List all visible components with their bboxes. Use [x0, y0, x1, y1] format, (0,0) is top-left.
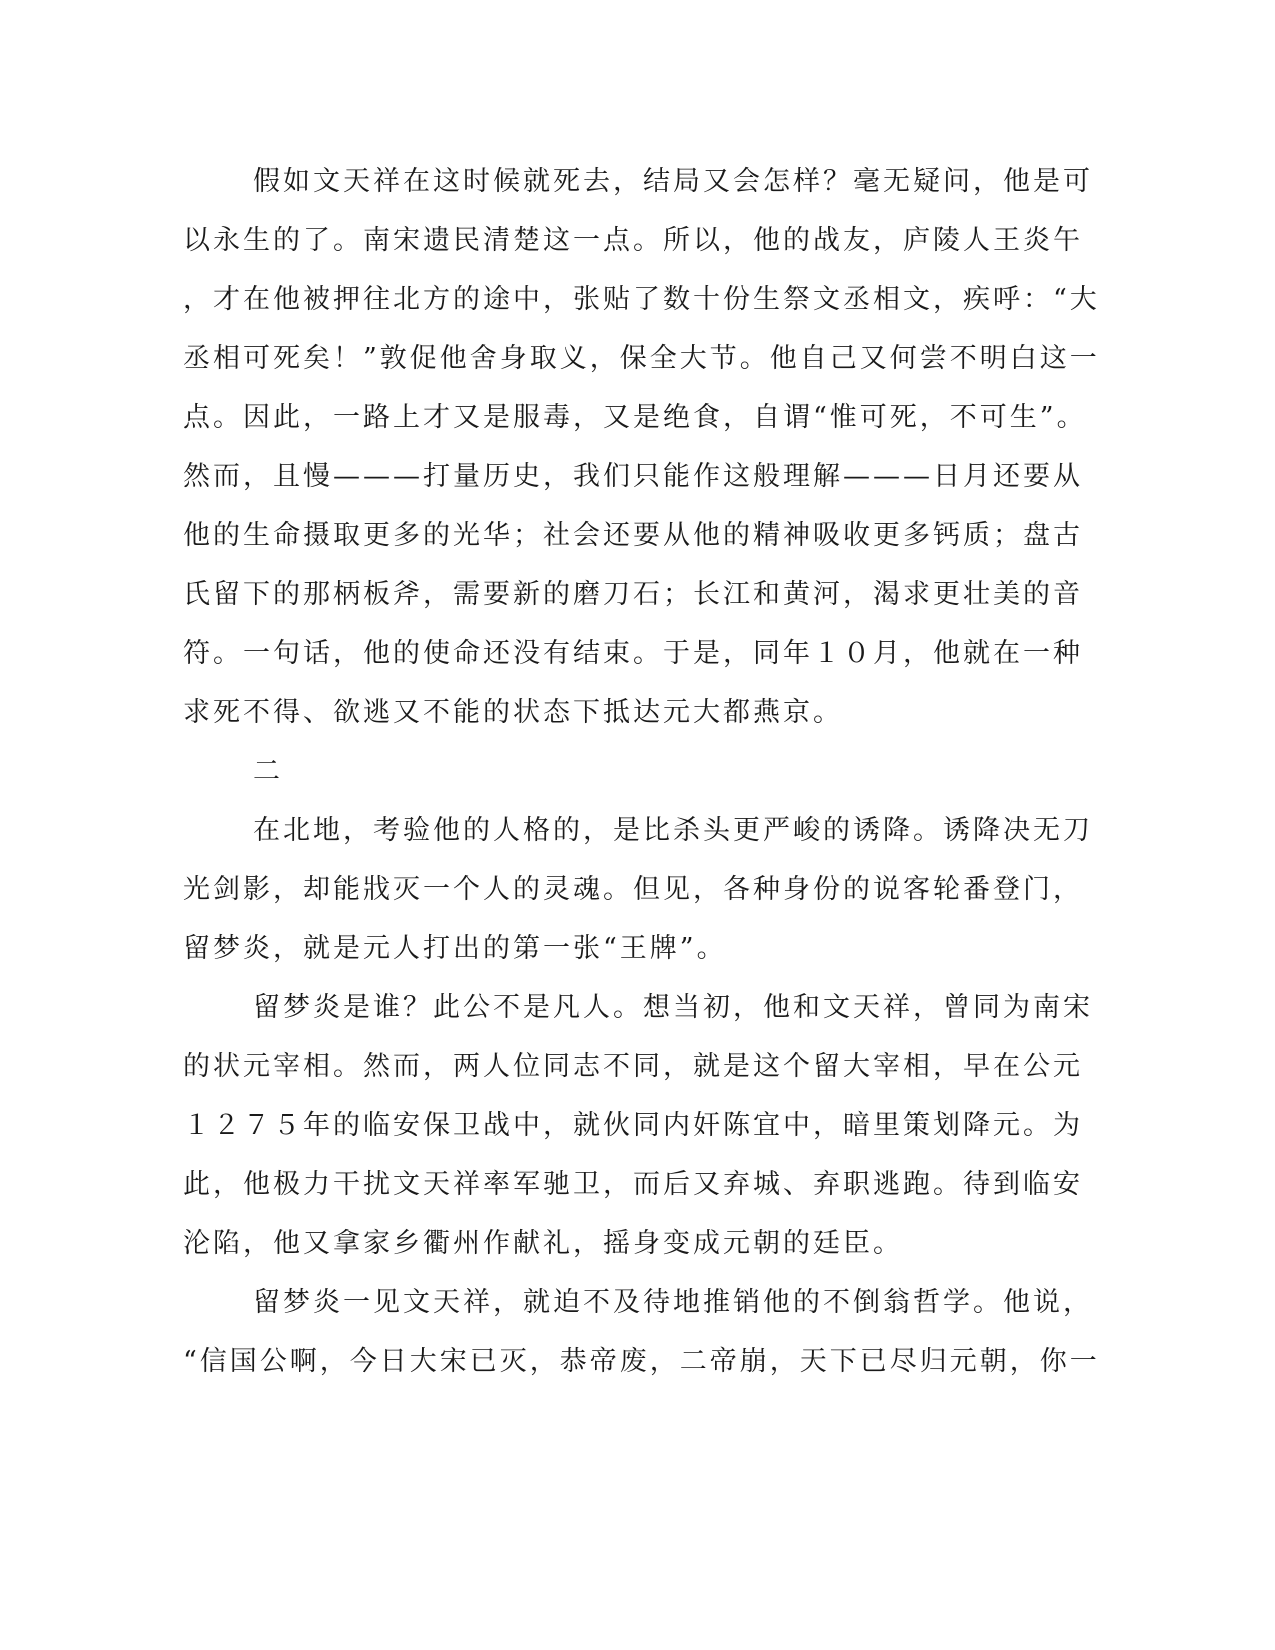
text-line: 符。一句话，他的使命还没有结束。于是，同年１０月，他就在一种: [183, 638, 1083, 669]
text-line: 留梦炎，就是元人打出的第一张“王牌”。: [183, 933, 727, 964]
text-line: 在北地，考验他的人格的，是比杀头更严峻的诱降。诱降决无刀: [253, 815, 1093, 846]
text-line: 此，他极力干扰文天祥率军驰卫，而后又弃城、弃职逃跑。待到临安: [183, 1169, 1083, 1200]
text-line: 然而，且慢———打量历史，我们只能作这般理解———日月还要从: [183, 461, 1083, 492]
text-line: 留梦炎一见文天祥，就迫不及待地推销他的不倒翁哲学。他说，: [253, 1287, 1093, 1318]
text-line: 丞相可死矣！”敦促他舍身取义，保全大节。他自己又何尝不明白这一: [183, 343, 1100, 374]
document-body: [183, 152, 1100, 1391]
text-line: 的状元宰相。然而，两人位同志不同，就是这个留大宰相，早在公元: [183, 1051, 1083, 1082]
section-heading: 二: [253, 756, 283, 787]
text-line: 以永生的了。南宋遗民清楚这一点。所以，他的战友，庐陵人王炎午: [183, 225, 1083, 256]
text-line: 沦陷，他又拿家乡衢州作献礼，摇身变成元朝的廷臣。: [183, 1228, 903, 1259]
text-line: 光剑影，却能戕灭一个人的灵魂。但见，各种身份的说客轮番登门，: [183, 874, 1083, 905]
text-line: 假如文天祥在这时候就死去，结局又会怎样？毫无疑问，他是可: [253, 166, 1093, 197]
text-line: ，才在他被押往北方的途中，张贴了数十份生祭文丞相文，疾呼：“大: [183, 284, 1100, 315]
text-line: “信国公啊，今日大宋已灭，恭帝废，二帝崩，天下已尽归元朝，你一: [183, 1346, 1100, 1377]
text-line: 氏留下的那柄板斧，需要新的磨刀石；长江和黄河，渴求更壮美的音: [183, 579, 1083, 610]
text-line: 留梦炎是谁？此公不是凡人。想当初，他和文天祥，曾同为南宋: [253, 992, 1093, 1023]
text-line: 点。因此，一路上才又是服毒，又是绝食，自谓“惟可死，不可生”。: [183, 402, 1087, 433]
text-line: 他的生命摄取更多的光华；社会还要从他的精神吸收更多钙质；盘古: [183, 520, 1083, 551]
text-line: 求死不得、欲逃又不能的状态下抵达元大都燕京。: [183, 697, 843, 728]
text-line: １２７５年的临安保卫战中，就伙同内奸陈宜中，暗里策划降元。为: [183, 1110, 1083, 1141]
